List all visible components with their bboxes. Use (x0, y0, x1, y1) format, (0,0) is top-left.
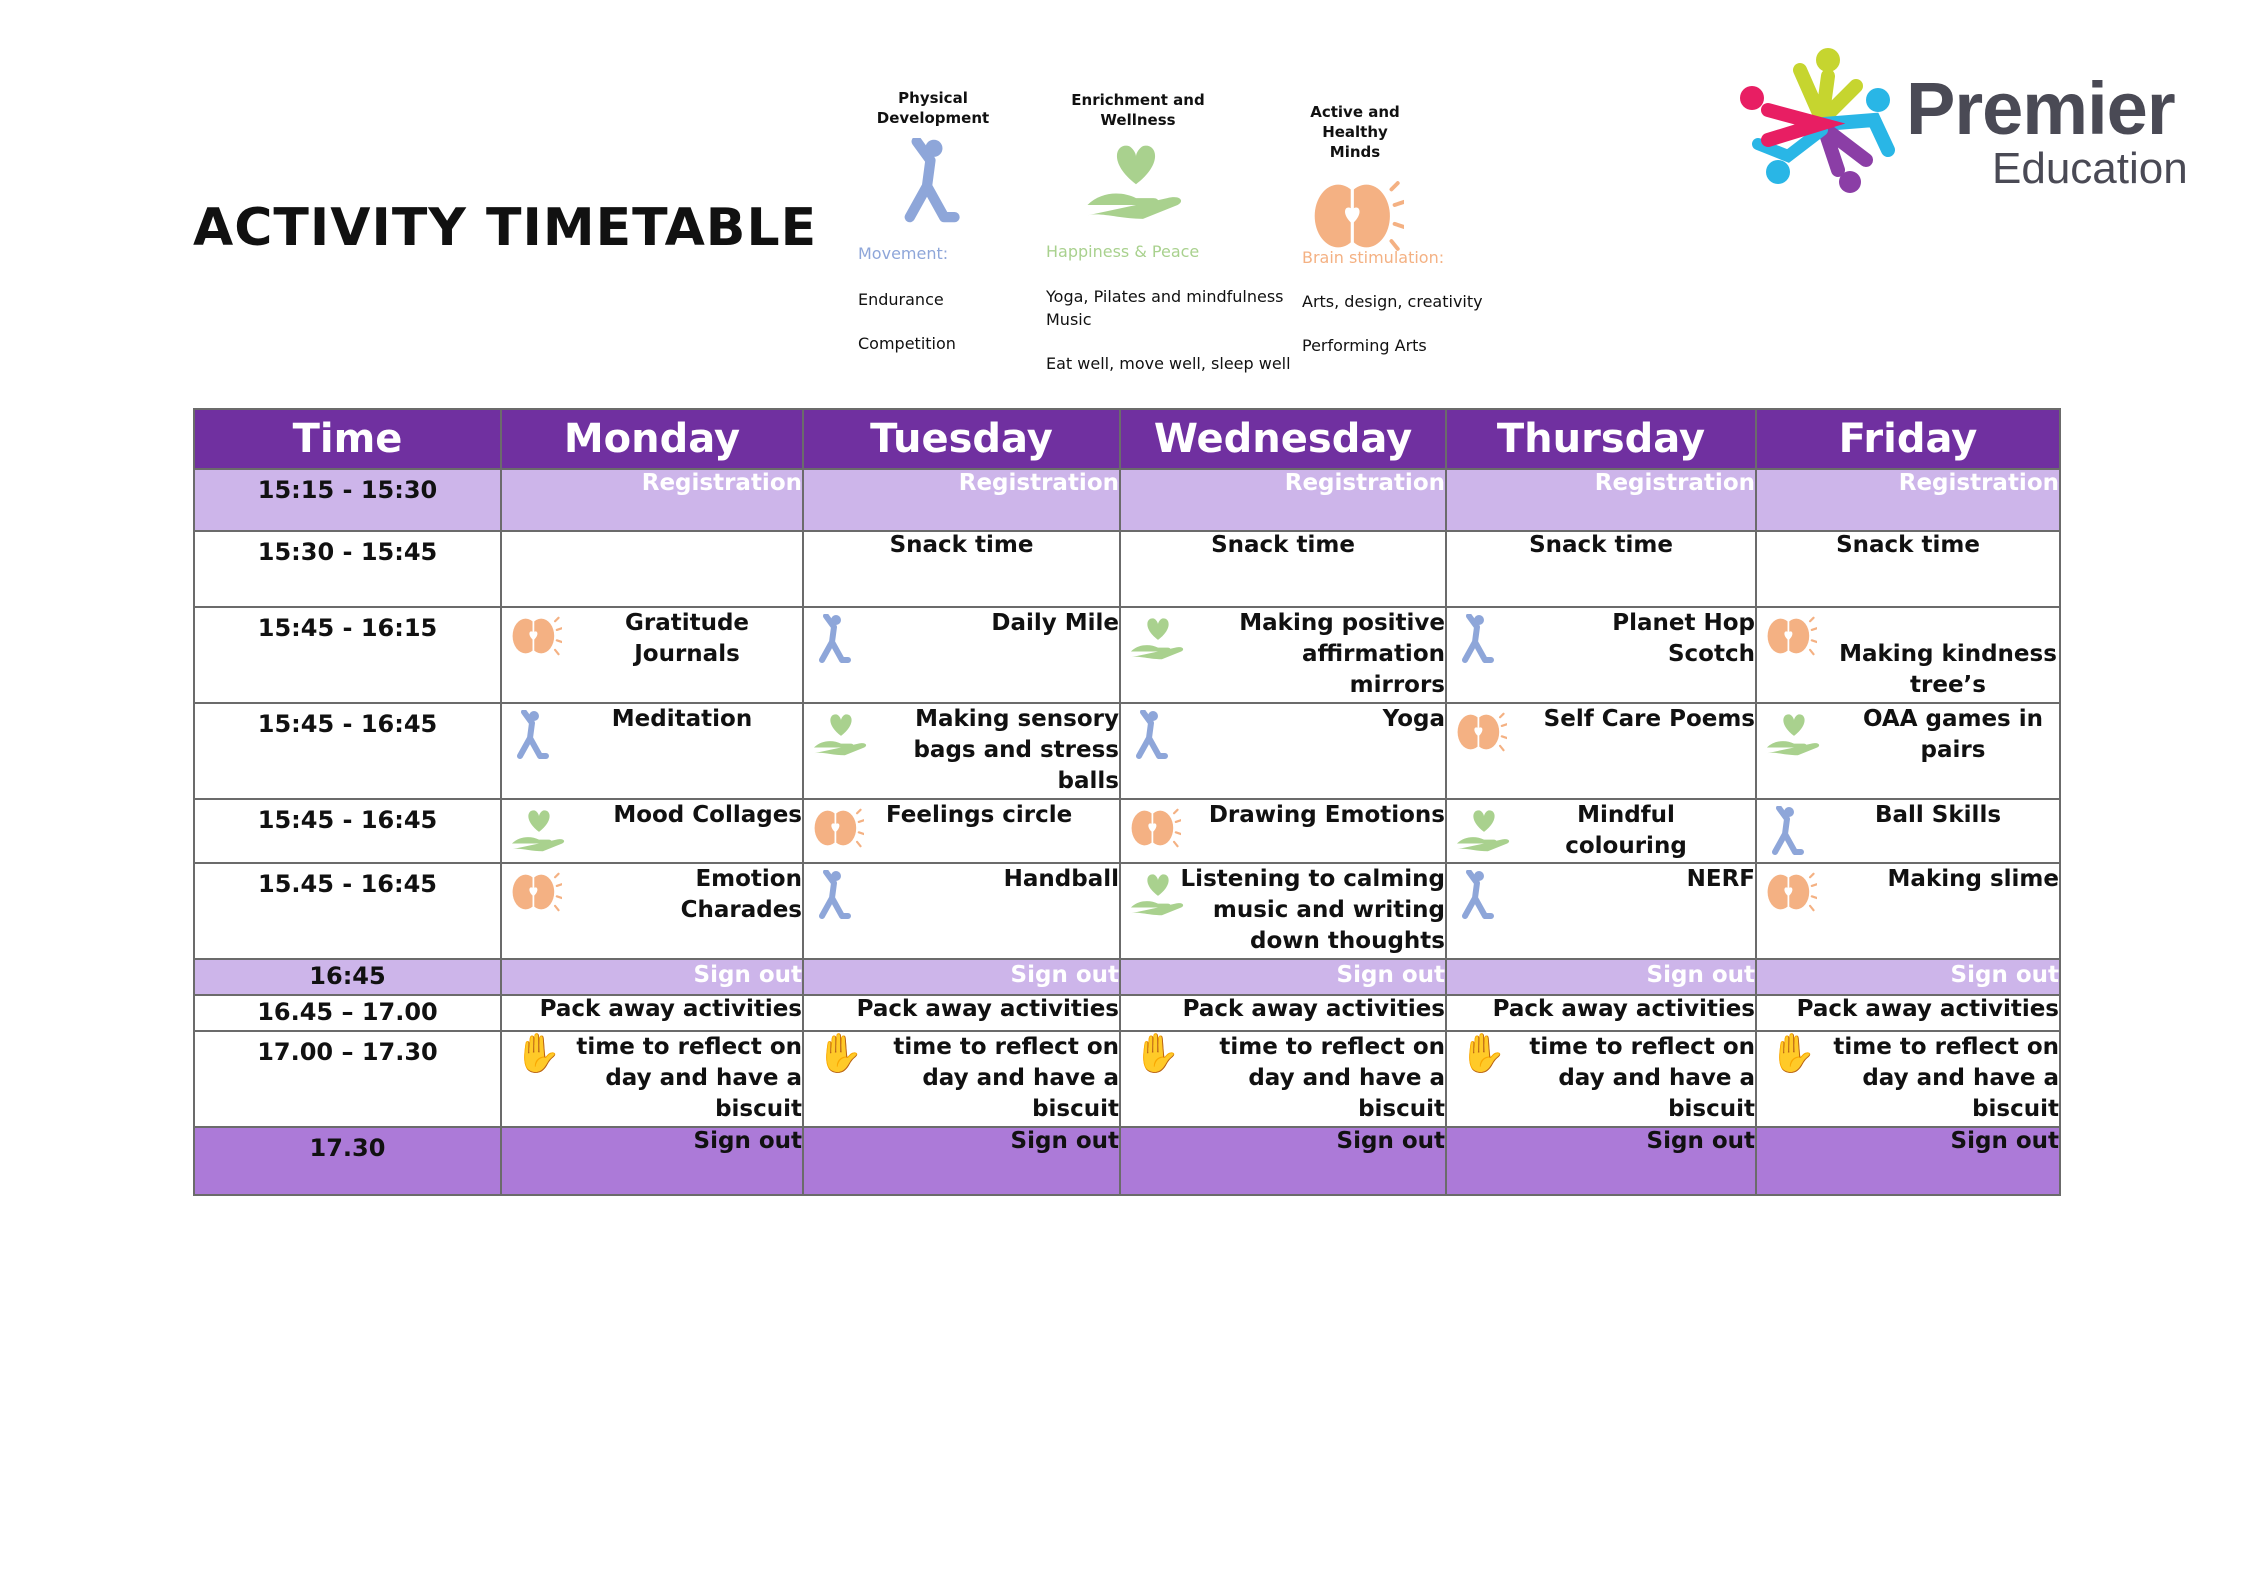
activity-label: Feelings circle (886, 802, 1073, 828)
yoga-figure-icon (1129, 710, 1169, 760)
reflect-cell (803, 1031, 1120, 1127)
signout-cell: Sign out (1756, 959, 2060, 995)
snack-cell: Snack time (1756, 531, 2060, 607)
logo-wordmark (1906, 67, 2188, 193)
signout-cell: Sign out (1446, 1127, 1756, 1195)
snack-cell: Snack time (1120, 531, 1446, 607)
registration-cell: Registration (501, 469, 803, 531)
brain-icon (1765, 614, 1817, 658)
time-cell: 16.45 – 17.00 (194, 995, 501, 1031)
table-row (194, 469, 2060, 531)
activity-cell (1120, 607, 1446, 703)
signout-cell: Sign out (803, 1127, 1120, 1195)
header-row (194, 409, 2060, 469)
legend-minds (1280, 102, 1430, 256)
activity-cell (803, 799, 1120, 863)
brain-icon (1129, 806, 1181, 850)
activity-cell (1120, 799, 1446, 863)
yoga-figure-icon (1455, 614, 1495, 664)
signout-label: Sign out (693, 1128, 802, 1154)
activity-label: Handball (1003, 866, 1119, 892)
table-row (194, 531, 2060, 607)
heart-hand-icon (510, 806, 568, 852)
time-cell: 15:45 - 16:45 (194, 799, 501, 863)
yoga-figure-icon (510, 710, 550, 760)
time-cell: 16:45 (194, 959, 501, 995)
activity-timetable (193, 408, 2061, 1196)
legend-physical-line: Endurance (858, 290, 944, 309)
reflect-cell (1120, 1031, 1446, 1127)
legend-physical-line: Competition (858, 334, 956, 353)
activity-label: Making kindness tree’s (1839, 641, 2057, 698)
signout-cell: Sign out (501, 959, 803, 995)
activity-label: Planet Hop Scotch (1612, 610, 1755, 667)
hand-icon: ✋ (1769, 1031, 1817, 1075)
header-thursday: Thursday (1446, 409, 1756, 469)
legend-minds-line: Arts, design, creativity (1302, 292, 1483, 311)
heart-hand-icon (1084, 138, 1188, 220)
pack-away-cell: Pack away activities (501, 995, 803, 1031)
activity-cell (1120, 703, 1446, 799)
table-row (194, 959, 2060, 995)
activity-label: Making slime (1887, 866, 2059, 892)
activity-cell (1446, 799, 1756, 863)
header-friday: Friday (1756, 409, 2060, 469)
activity-cell (1446, 863, 1756, 959)
time-cell: 15:45 - 16:45 (194, 703, 501, 799)
legend-enrichment-line: Yoga, Pilates and mindfulness (1046, 287, 1284, 306)
activity-label: Mindful colouring (1565, 802, 1687, 859)
activity-cell (1756, 799, 2060, 863)
activity-label: Yoga (1382, 706, 1445, 732)
logo-premier-text: Premier (1906, 67, 2175, 150)
legend-enrichment-line: Music (1046, 310, 1092, 329)
reflect-cell (501, 1031, 803, 1127)
activity-cell (1756, 703, 2060, 799)
activity-label: Making positive affirmation mirrors (1239, 610, 1445, 698)
registration-cell: Registration (1446, 469, 1756, 531)
pack-away-cell: Pack away activities (1446, 995, 1756, 1031)
activity-label: Mood Collages (613, 802, 802, 828)
heart-hand-icon (1455, 806, 1513, 852)
activity-label: Making sensory bags and stress balls (913, 706, 1119, 794)
legend-physical-subtitle: Movement: (858, 244, 949, 263)
legend-enrichment (1068, 90, 1208, 220)
reflect-cell (1756, 1031, 2060, 1127)
snack-cell: Snack time (1446, 531, 1756, 607)
yoga-figure-icon (1765, 806, 1805, 856)
hand-icon: ✋ (1459, 1031, 1507, 1075)
yoga-figure-icon (892, 138, 962, 224)
header-tuesday: Tuesday (803, 409, 1120, 469)
signout-cell: Sign out (1446, 959, 1756, 995)
table-row (194, 1127, 2060, 1195)
time-cell: 15.45 - 16:45 (194, 863, 501, 959)
header-wednesday: Wednesday (1120, 409, 1446, 469)
time-cell: 15:15 - 15:30 (194, 469, 501, 531)
premier-education-logo (1738, 40, 2208, 200)
activity-label: OAA games in pairs (1862, 706, 2044, 763)
logo-education-text: Education (1992, 144, 2188, 193)
yoga-figure-icon (1455, 870, 1495, 920)
activity-cell (501, 799, 803, 863)
snack-cell: Snack time (803, 531, 1120, 607)
activity-cell (1446, 703, 1756, 799)
registration-cell: Registration (803, 469, 1120, 531)
page-title: ACTIVITY TIMETABLE (193, 198, 818, 258)
table-row (194, 703, 2060, 799)
activity-label: NERF (1686, 866, 1755, 892)
header-monday: Monday (501, 409, 803, 469)
activity-label: Listening to calming music and writing down thoughts (1180, 866, 1445, 954)
time-cell: 17.30 (194, 1127, 501, 1195)
table-row (194, 995, 2060, 1031)
legend-enrichment-category: Enrichment and Wellness (1071, 91, 1205, 129)
heart-hand-icon (1129, 870, 1187, 916)
activity-label: Drawing Emotions (1208, 802, 1445, 828)
empty-cell (501, 531, 803, 607)
brain-icon (1310, 176, 1404, 256)
registration-cell: Registration (1756, 469, 2060, 531)
brain-icon (510, 870, 562, 914)
legend-enrichment-subtitle: Happiness & Peace (1046, 242, 1200, 261)
hand-icon: ✋ (816, 1031, 864, 1075)
activity-cell (501, 703, 803, 799)
brain-icon (812, 806, 864, 850)
signout-cell: Sign out (1120, 959, 1446, 995)
activity-cell (1756, 863, 2060, 959)
activity-cell (1446, 607, 1756, 703)
brain-icon (510, 614, 562, 658)
yoga-figure-icon (812, 614, 852, 664)
reflect-cell (1446, 1031, 1756, 1127)
pack-away-cell: Pack away activities (803, 995, 1120, 1031)
activity-cell (803, 703, 1120, 799)
heart-hand-icon (812, 710, 870, 756)
heart-hand-icon (1129, 614, 1187, 660)
header-time: Time (194, 409, 501, 469)
activity-cell (501, 607, 803, 703)
time-cell: 17.00 – 17.30 (194, 1031, 501, 1127)
reflect-label: time to reflect on day and have a biscuit (1833, 1034, 2059, 1122)
activity-cell (501, 863, 803, 959)
yoga-figure-icon (812, 870, 852, 920)
activity-label: Daily Mile (991, 610, 1119, 636)
activity-cell (1756, 607, 2060, 703)
signout-cell: Sign out (803, 959, 1120, 995)
activity-cell (1120, 863, 1446, 959)
activity-label: Ball Skills (1874, 802, 2002, 828)
reflect-label: time to reflect on day and have a biscuit (576, 1034, 802, 1122)
legend-enrichment-line: Eat well, move well, sleep well (1046, 354, 1291, 373)
legend-minds-line: Performing Arts (1302, 336, 1427, 355)
activity-label: Emotion Charades (680, 866, 802, 923)
reflect-label: time to reflect on day and have a biscuit (893, 1034, 1119, 1122)
hand-icon: ✋ (1133, 1031, 1181, 1075)
reflect-label: time to reflect on day and have a biscuit (1529, 1034, 1755, 1122)
heart-hand-icon (1765, 710, 1823, 756)
brain-icon (1455, 710, 1507, 754)
hand-icon: ✋ (514, 1031, 562, 1075)
pack-away-cell: Pack away activities (1120, 995, 1446, 1031)
signout-cell: Sign out (1120, 1127, 1446, 1195)
legend-minds-category: Active and Healthy Minds (1310, 103, 1400, 161)
table-row (194, 863, 2060, 959)
activity-label: Meditation (611, 706, 753, 732)
logo-mark-icon (1738, 40, 1898, 200)
table-row (194, 799, 2060, 863)
activity-cell (803, 607, 1120, 703)
time-cell: 15:45 - 16:15 (194, 607, 501, 703)
reflect-label: time to reflect on day and have a biscuit (1219, 1034, 1445, 1122)
signout-cell: Sign out (1756, 1127, 2060, 1195)
table-row (194, 1031, 2060, 1127)
legend-physical-category: Physical Development (876, 89, 990, 127)
activity-label: Self Care Poems (1543, 706, 1755, 732)
brain-icon (1765, 870, 1817, 914)
registration-cell: Registration (1120, 469, 1446, 531)
legend-minds-subtitle: Brain stimulation: (1302, 248, 1445, 267)
pack-away-cell: Pack away activities (1756, 995, 2060, 1031)
signout-cell (501, 1127, 803, 1195)
time-cell: 15:30 - 15:45 (194, 531, 501, 607)
table-row (194, 607, 2060, 703)
activity-label: Gratitude Journals (624, 610, 750, 667)
activity-cell (803, 863, 1120, 959)
legend-physical (858, 88, 1008, 224)
